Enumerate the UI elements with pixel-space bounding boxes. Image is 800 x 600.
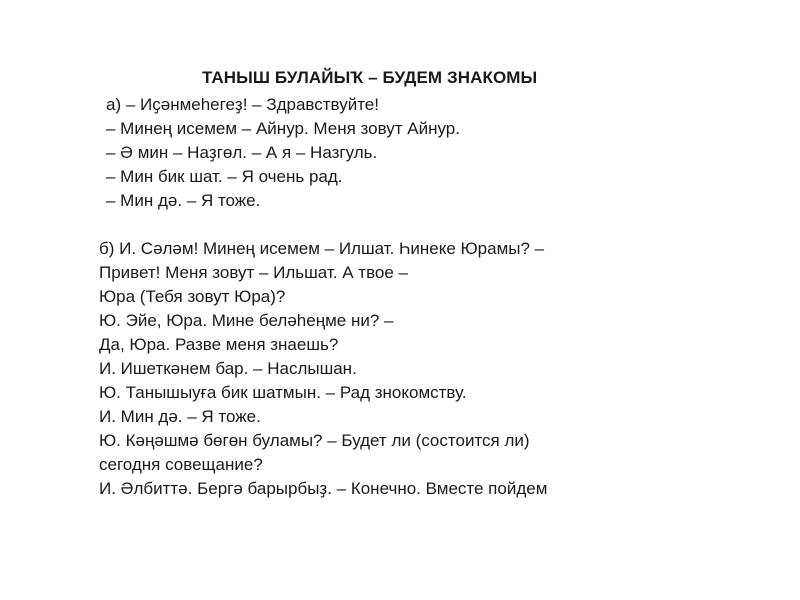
dialogue-line: – Ә мин – Наҙгөл. – А я – Назгуль. xyxy=(106,143,378,162)
document-title: ТАНЫШ БУЛАЙЫҠ – БУДЕМ ЗНАКОМЫ xyxy=(202,68,538,87)
dialogue-line: – Минең исемем – Айнур. Меня зовут Айнур. xyxy=(106,119,460,138)
dialogue-line: Ю. Танышыуға бик шатмын. – Рад знокомству. xyxy=(99,383,467,402)
dialogue-line: И. Әлбиттә. Бергә барырбыҙ. – Конечно. Вместе пойдем xyxy=(99,479,548,498)
dialogue-line: – Мин дә. – Я тоже. xyxy=(106,191,261,210)
dialogue-line: Ю. Эйе, Юра. Мине беләһеңме ни? – xyxy=(99,311,394,330)
dialogue-line: Привет! Меня зовут – Ильшат. А твое – xyxy=(99,263,408,282)
dialogue-line: б) И. Сәләм! Минең исемем – Илшат. Һинеке Юрамы? – xyxy=(99,239,545,258)
dialogue-line: а) – Иҫәнмеһегеҙ! – Здравствуйте! xyxy=(106,95,379,114)
dialogue-line: Юра (Тебя зовут Юра)? xyxy=(99,287,286,306)
dialogue-line: – Мин бик шат. – Я очень рад. xyxy=(106,167,343,186)
dialogue-line: И. Ишеткәнем бар. – Наслышан. xyxy=(99,359,357,378)
dialogue-line: Да, Юра. Разве меня знаешь? xyxy=(99,335,339,354)
dialogue-line: Ю. Кәңәшмә бөгөн буламы? – Будет ли (состоится ли) xyxy=(99,431,530,450)
dialogue-line: И. Мин дә. – Я тоже. xyxy=(99,407,261,426)
dialogue-line: сегодня совещание? xyxy=(99,455,263,474)
